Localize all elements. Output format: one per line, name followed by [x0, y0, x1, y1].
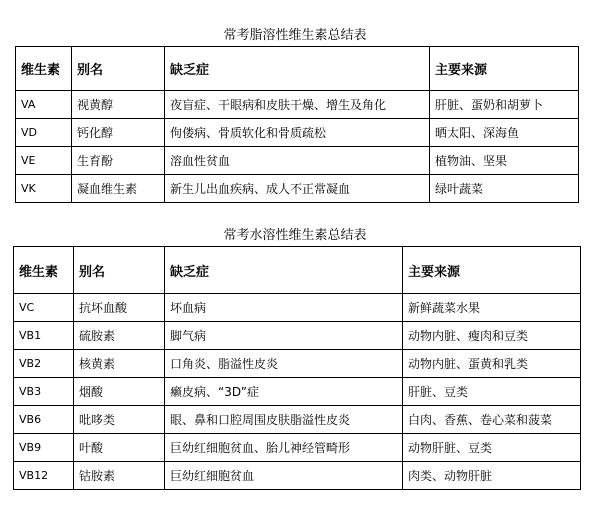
table-row: [14, 462, 581, 490]
alias-cell: 核黄素: [74, 350, 165, 378]
table-row: [14, 350, 581, 378]
vitamin-cell: VD: [16, 119, 72, 147]
vitamin-cell: VB1: [14, 322, 74, 350]
table-row: [14, 322, 581, 350]
table-row: [14, 378, 581, 406]
alias-cell: 视黄醇: [72, 91, 165, 119]
header-vitamin: 维生素: [16, 47, 72, 91]
source-cell: 动物肝脏、豆类: [403, 434, 581, 462]
table-row: [16, 91, 579, 119]
vitamin-cell: VB3: [14, 378, 74, 406]
deficiency-cell: 眼、鼻和口腔周围皮肤脂溢性皮炎: [165, 406, 403, 434]
deficiency-cell: 巨幼红细胞贫血: [165, 462, 403, 490]
source-cell: 肉类、动物肝脏: [403, 462, 581, 490]
deficiency-cell: 坏血病: [165, 294, 403, 322]
alias-cell: 凝血维生素: [72, 175, 165, 203]
source-cell: 肝脏、豆类: [403, 378, 581, 406]
vitamin-cell: VA: [16, 91, 72, 119]
header-deficiency: 缺乏症: [165, 47, 430, 91]
source-cell: 绿叶蔬菜: [430, 175, 579, 203]
vitamin-cell: VB9: [14, 434, 74, 462]
table-row: [16, 119, 579, 147]
source-cell: 动物内脏、瘦肉和豆类: [403, 322, 581, 350]
table-row: [14, 406, 581, 434]
header-source: 主要来源: [430, 47, 579, 91]
fat-soluble-table-title: 常考脂溶性维生素总结表: [223, 28, 367, 43]
alias-cell: 钴胺素: [74, 462, 165, 490]
header-alias: 别名: [72, 47, 165, 91]
table-row: [16, 175, 579, 203]
source-cell: 植物油、坚果: [430, 147, 579, 175]
source-cell: 白肉、香蕉、卷心菜和菠菜: [403, 406, 581, 434]
alias-cell: 叶酸: [74, 434, 165, 462]
deficiency-cell: 口角炎、脂溢性皮炎: [165, 350, 403, 378]
table-header-row: [16, 47, 579, 91]
water-soluble-table-title: 常考水溶性维生素总结表: [223, 228, 367, 243]
header-source: 主要来源: [403, 247, 581, 294]
alias-cell: 烟酸: [74, 378, 165, 406]
vitamin-cell: VC: [14, 294, 74, 322]
vitamin-cell: VE: [16, 147, 72, 175]
deficiency-cell: 脚气病: [165, 322, 403, 350]
alias-cell: 抗坏血酸: [74, 294, 165, 322]
deficiency-cell: 佝偻病、骨质软化和骨质疏松: [165, 119, 430, 147]
table-row: [16, 147, 579, 175]
table-row: [14, 294, 581, 322]
fat-soluble-vitamin-table: [15, 46, 579, 203]
source-cell: 动物内脏、蛋黄和乳类: [403, 350, 581, 378]
alias-cell: 钙化醇: [72, 119, 165, 147]
vitamin-cell: VB6: [14, 406, 74, 434]
alias-cell: 硫胺素: [74, 322, 165, 350]
water-soluble-vitamin-table: [13, 246, 581, 490]
header-alias: 别名: [74, 247, 165, 294]
deficiency-cell: 溶血性贫血: [165, 147, 430, 175]
vitamin-cell: VB2: [14, 350, 74, 378]
alias-cell: 生育酚: [72, 147, 165, 175]
source-cell: 肝脏、蛋奶和胡萝卜: [430, 91, 579, 119]
vitamin-cell: VB12: [14, 462, 74, 490]
deficiency-cell: 新生儿出血疾病、成人不正常凝血: [165, 175, 430, 203]
deficiency-cell: 癞皮病、“3D”症: [165, 378, 403, 406]
deficiency-cell: 巨幼红细胞贫血、胎儿神经管畸形: [165, 434, 403, 462]
alias-cell: 吡哆类: [74, 406, 165, 434]
header-deficiency: 缺乏症: [165, 247, 403, 294]
source-cell: 晒太阳、深海鱼: [430, 119, 579, 147]
source-cell: 新鲜蔬菜水果: [403, 294, 581, 322]
deficiency-cell: 夜盲症、干眼病和皮肤干燥、增生及角化: [165, 91, 430, 119]
table-row: [14, 434, 581, 462]
table-header-row: [14, 247, 581, 294]
header-vitamin: 维生素: [14, 247, 74, 294]
vitamin-cell: VK: [16, 175, 72, 203]
